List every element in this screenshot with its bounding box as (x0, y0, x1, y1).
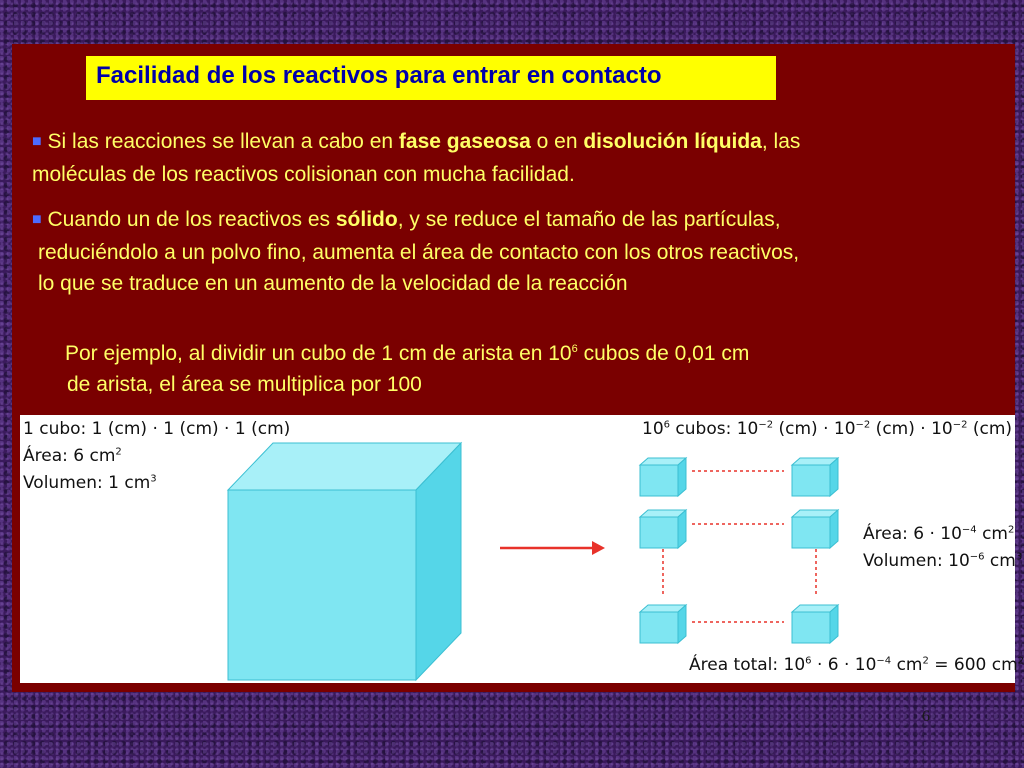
one-cube-area: Área: 6 $cm^2$ (23, 446, 122, 466)
arrow-right-icon (500, 541, 605, 555)
small-cube-icon (640, 510, 686, 548)
cubes-diagram (20, 415, 1015, 683)
slide (12, 44, 1024, 692)
example-paragraph: Por ejemplo, al dividir un cubo de 1 cm de arista en $10^6$ cubos de 0,01 cm de arista, el área se multiplica por 100 (65, 342, 750, 396)
one-cube-dimensions: 1 cubo: 1 (cm) · 1 (cm) · 1 (cm) (23, 419, 291, 439)
small-cube-icon (792, 605, 838, 643)
small-cube-icon (792, 458, 838, 496)
bullet-icon: ■ (32, 211, 42, 228)
bullet-paragraph-1: ■ Si las reacciones se llevan a cabo en fase gaseosa o en disolución líquida, las moléculas de los reactivos colisionan con mucha facilidad. (32, 130, 801, 186)
small-cube-icon (640, 458, 686, 496)
title-box (86, 56, 776, 100)
bullet2-line2: reduciéndolo a un polvo fino, aumenta el área de contacto con los otros reactivos, (38, 241, 800, 264)
small-cube-area: Área: $6 \cdot 10^{-4}$ $cm^2$ (863, 524, 1015, 544)
page-number: 6 (922, 708, 930, 725)
small-cubes-dimensions: $10^6$ cubos: $10^{-2}$ $(cm) \cdot 10^{-2}$ $(cm) \cdot 10^{-2}$ (cm) (642, 419, 1013, 439)
small-cube-icon (640, 605, 686, 643)
small-cubes (640, 458, 838, 643)
bullet-paragraph-2: ■ Cuando un de los reactivos es sólido, y se reduce el tamaño de las partículas, reduciéndolo a un polvo fino, aumenta el área de contacto con los otros reactivos, lo que se traduce en un aumento de la velocidad de la reacción (32, 208, 800, 295)
large-cube-icon (228, 443, 461, 680)
bullet1-line2: moléculas de los reactivos colisionan con mucha facilidad. (32, 163, 575, 186)
small-cube-volume: Volumen: $10^{-6}$ $cm^3$ (863, 551, 1023, 571)
small-cube-icon (792, 510, 838, 548)
bullet-icon: ■ (32, 133, 42, 150)
slide-title: Facilidad de los reactivos para entrar en contacto (96, 62, 662, 89)
bullet2-line3: lo que se traduce en un aumento de la velocidad de la reacción (38, 272, 628, 295)
one-cube-volume: Volumen: 1 $cm^3$ (23, 473, 157, 493)
cube-division-figure (20, 415, 1024, 683)
total-area: Área total: $10^6 \cdot 6 \cdot 10^{-4}$ $cm^2 = 600$ $cm^2$ (689, 655, 1024, 675)
